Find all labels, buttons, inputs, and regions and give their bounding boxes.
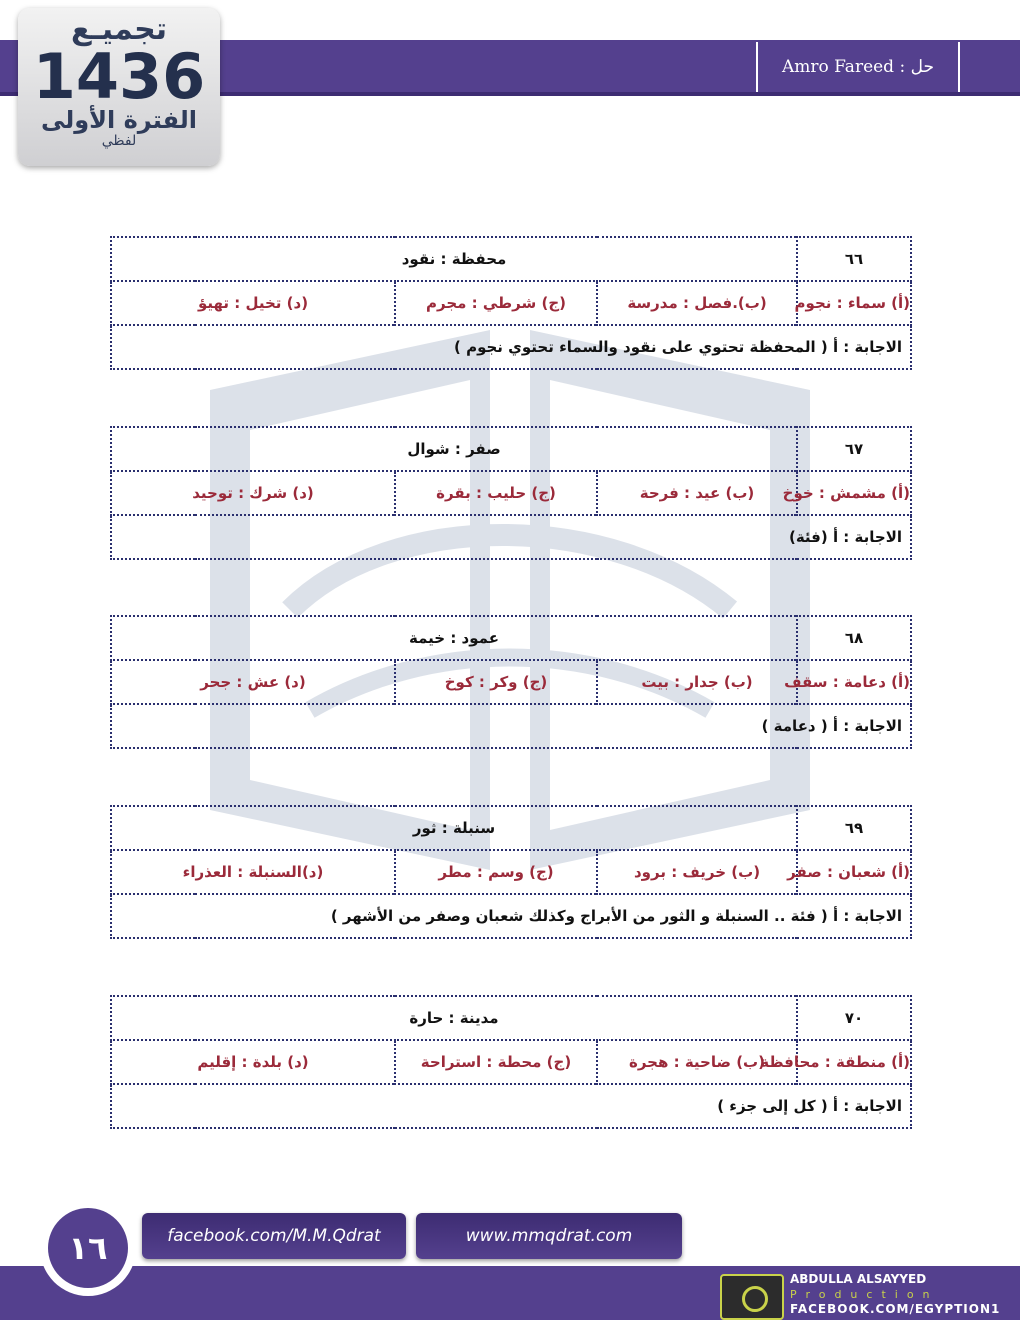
producer-brand <box>716 1272 1020 1318</box>
logo-subtitle: الفترة الأولى <box>40 106 198 134</box>
option-d: (د) بلدة : إقليم <box>111 1040 395 1084</box>
question-table <box>110 995 912 1129</box>
option-b: (ب).فصل : مدرسة <box>597 281 797 325</box>
option-b: (ب) ضاحية : هجرة <box>597 1040 797 1084</box>
website-link[interactable]: www.mmqdrat.com <box>416 1213 682 1259</box>
option-b: (ب) جدار : بيت <box>597 660 797 704</box>
option-a: (أ) شعبان : صفر <box>797 850 911 894</box>
question-number: ٦٩ <box>797 806 911 850</box>
question-block <box>110 236 910 370</box>
option-d: (د)السنبلة : العذراء <box>111 850 395 894</box>
question-block <box>110 615 910 749</box>
option-c: (ج) حليب : بقرة <box>395 471 597 515</box>
logo-tag: لفظي <box>101 133 137 149</box>
option-c: (ج) محطة : استراحة <box>395 1040 597 1084</box>
question-block <box>110 805 910 939</box>
camera-lens-icon <box>720 1274 784 1320</box>
question-stem: محفظة : نقود <box>111 237 797 281</box>
answer-text: الاجابة : أ ( كل إلى جزء ) <box>111 1084 911 1128</box>
question-block <box>110 995 910 1129</box>
question-stem: عمود : خيمة <box>111 616 797 660</box>
option-d: (د) شرك : توحيد <box>111 471 395 515</box>
option-b: (ب) عيد : فرحة <box>597 471 797 515</box>
page-number: ١٦ <box>48 1208 128 1288</box>
answer-text: الاجابة : أ ( المحفظة تحتوي على نقود والسماء تحتوي نجوم ) <box>111 325 911 369</box>
question-stem: مدينة : حارة <box>111 996 797 1040</box>
book-watermark-icon <box>190 310 830 880</box>
option-a: (أ) سماء : نجوم <box>797 281 911 325</box>
facebook-link[interactable]: facebook.com/M.M.Qdrat <box>142 1213 406 1259</box>
collection-logo <box>18 8 220 166</box>
question-number: ٦٦ <box>797 237 911 281</box>
question-table <box>110 805 912 939</box>
answer-text: الاجابة : أ (فئة) <box>111 515 911 559</box>
question-number: ٦٨ <box>797 616 911 660</box>
question-table <box>110 236 912 370</box>
option-d: (د) تخيل : تهيؤ <box>111 281 395 325</box>
option-b: (ب) خريف : برود <box>597 850 797 894</box>
author-credit: حل : Amro Fareed <box>756 42 960 92</box>
option-a: (أ) منطقة : محافظة <box>797 1040 911 1084</box>
question-stem: سنبلة : ثور <box>111 806 797 850</box>
question-number: ٧٠ <box>797 996 911 1040</box>
brand-name: ABDULLA ALSAYYED <box>790 1272 927 1286</box>
question-stem: صفر : شوال <box>111 427 797 471</box>
logo-year: 1436 <box>32 40 206 113</box>
option-a: (أ) مشمش : خوخ <box>797 471 911 515</box>
option-d: (د) عش : جحر <box>111 660 395 704</box>
question-number: ٦٧ <box>797 427 911 471</box>
option-c: (ج) وكر : كوخ <box>395 660 597 704</box>
logo-title: تجميـع <box>71 12 167 47</box>
brand-production: Production <box>790 1288 939 1301</box>
option-c: (ج) وسم : مطر <box>395 850 597 894</box>
option-a: (أ) دعامة : سقف <box>797 660 911 704</box>
option-c: (ج) شرطي : مجرم <box>395 281 597 325</box>
question-table <box>110 426 912 560</box>
question-block <box>110 426 910 560</box>
brand-facebook: FACEBOOK.COM/EGYPTION1 <box>790 1302 1001 1316</box>
answer-text: الاجابة : أ ( فئة .. السنبلة و الثور من الأبراج وكذلك شعبان وصفر من الأشهر ) <box>111 894 911 938</box>
question-table <box>110 615 912 749</box>
answer-text: الاجابة : أ ( دعامة ) <box>111 704 911 748</box>
